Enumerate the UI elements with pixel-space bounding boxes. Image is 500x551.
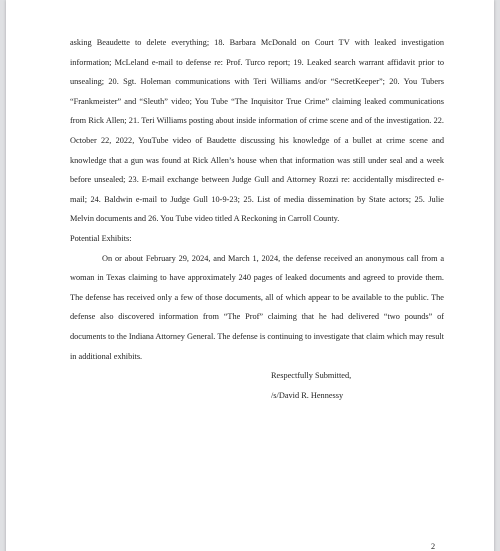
signature-line: /s/David R. Hennessy	[271, 390, 344, 400]
section-label: Potential Exhibits:	[70, 233, 132, 243]
closing-line: Respectfully Submitted,	[271, 371, 352, 381]
main-paragraph: On or about February 29, 2024, and March 1, 2024, the defense received an anonymous call from a woman in Texas claiming to have approximately 240 pages of leaked documents and agreed to provide them. The defense has received only a few of those documents, all of which appear to be available to the public. The defense also discovered information from “The Prof” claiming that he had delivered “two pounds” of documents to the Indiana Attorney General. The defense is continuing to investigate that claim which may result in additional exhibits.	[70, 253, 444, 361]
page-number: 2	[431, 542, 436, 551]
document-page	[6, 0, 494, 551]
continued-paragraph: asking Beaudette to delete everything; 18. Barbara McDonald on Court TV with leaked investigation information; McLeland e-mail to defense re: Prof. Turco report; 19. Leaked search warrant affidavit prior to unsealing; 20. Sgt. Holeman communications with Teri Williams and/or “SecretKeeper”; 20. You Tubers “Frankmeister” and “Sleuth” video; You Tube “The Inquisitor True Crime” claiming leaked communications from Rick Allen; 21. Teri Williams posting about inside information of crime scene and of the investigation. 22. October 22, 2022, YouTube video of Baudette discussing his knowledge of a bullet at crime scene and knowledge that a gun was found at Rick Allen’s house when that information was still under seal and a week before unsealed; 23. E-mail exchange between Judge Gull and Attorney Rozzi re: accidentally misdirected e-mail; 24. Baldwin e-mail to Judge Gull 10-9-23; 25. List of media dissemination by State actors; 25. Julie Melvin documents and 26. You Tube video titled A Reckoning in Carroll County.	[70, 38, 444, 224]
page-content	[70, 33, 444, 405]
